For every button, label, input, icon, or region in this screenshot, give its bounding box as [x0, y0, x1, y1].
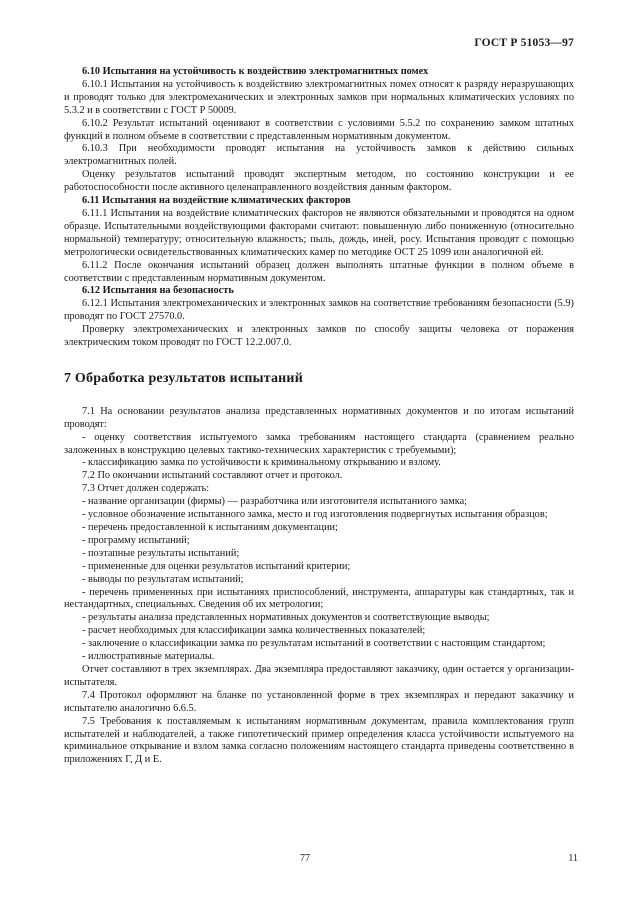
- list-item: - заключение о классификации замка по результатам испытаний в соответствии с настоящим стандартом;: [82, 638, 546, 650]
- list-item: - оценку соответствия испытуемого замка требованиям настоящего стандарта (сравнением реально заложенных в конструкцию целевых тактико-технических характеристик с требуемыми);: [64, 431, 574, 456]
- paragraph: 7.4 Протокол оформляют на бланке по установленной форме в трех экземплярах и передают заказчику и испытателю аналогично 6.6.5.: [64, 689, 574, 714]
- list-item: - условное обозначение испытанного замка, место и год изготовления подвергнутых испытания образцов;: [82, 509, 548, 521]
- list-item: - выводы по результатам испытаний;: [82, 573, 244, 585]
- paragraph: Проверку электромеханических и электронных замков по способу защиты человека от поражения электрическим током проводят по ГОСТ 12.2.007.0.: [64, 324, 574, 349]
- list-item: - название организации (фирмы) — разработчика или изготовителя испытаниого замка;: [82, 496, 468, 508]
- paragraph: 6.10.1 Испытания на устойчивость к воздействию электромагнитных помех относят к разряду неразрушающих и проводят только для электромеханических и электронных замков при нормальных климатических условиях по 5.3.2 и в соответствии с ГОСТ Р 50009.: [64, 78, 574, 116]
- paragraph: 7.1 На основании результатов анализа представленных нормативных документов и по итогам испытаний проводят:: [64, 405, 574, 430]
- paragraph: 6.10.2 Результат испытаний оценивают в соответствии с условиями 5.5.2 по сохранению замком штатных функций в полном объеме в соответствии с представленным нормативным документом.: [64, 117, 574, 142]
- paragraph: 7.2 По окончании испытаний составляют отчет и протокол.: [82, 470, 343, 482]
- subsection-title-6-11: 6.11 Испытания на воздействие климатических факторов: [82, 195, 351, 207]
- page-number-right: 11: [568, 853, 578, 864]
- list-item: - иллюстративные материалы.: [82, 651, 215, 663]
- page-number-center: 77: [300, 853, 310, 864]
- list-item: - результаты анализа представленных нормативных документов и соответствующие выводы;: [82, 612, 490, 624]
- page-body: [64, 66, 574, 767]
- paragraph: 6.11.2 После окончания испытаний образец должен выполнять штатные функции в полном объеме в соответствии с представленным нормативным документом.: [64, 259, 574, 284]
- paragraph: 6.12.1 Испытания электромеханических и электронных замков на соответствие требованиям безопасности (5.9) проводят по ГОСТ 27570.0.: [64, 298, 574, 323]
- section-heading-7: 7 Обработка результатов испытаний: [64, 370, 303, 386]
- paragraph: 6.10.3 При необходимости проводят испытания на устойчивость замков к действию сильных электромагнитных полей.: [64, 143, 574, 168]
- paragraph: 7.5 Требования к поставляемым к испытаниям нормативным документам, правила комплектования групп испытателей и наблюдателей, а также гипотетический пример определения класса устойчивости испытуемого на криминальное открывание и взлом замка согласно положениям настоящего стандарта приведены соответственно в приложениях Г, Д и Е.: [64, 715, 574, 766]
- list-item: - классификацию замка по устойчивости к криминальному открыванию и взлому.: [82, 457, 441, 469]
- list-item: - примененные для оценки результатов испытаний критерии;: [82, 560, 351, 572]
- standard-code-header: ГОСТ Р 51053—97: [474, 37, 574, 49]
- subsection-title-6-10: 6.10 Испытания на устойчивость к воздействию электромагнитных помех: [82, 66, 429, 77]
- paragraph: 7.3 Отчет должен содержать:: [82, 483, 210, 495]
- list-item: - перечень примененных при испытаниях приспособлений, инструмента, аппаратуры как стандартных, так и нестандартных, специальных. Сведения об их метрологии;: [64, 586, 574, 611]
- paragraph: 6.11.1 Испытания на воздействие климатических факторов не являются обязательными и проводятся на одном образце. Испытательными воздействующими факторами считают: повышенную либо пониженную (относительно нормальной) температуру; относительную влажность; пыль, дождь, иней, росу. Испытания проводят с помощью метрологически освидетельствованных климатических камер по методике ОСТ 25 1099 или аналогичной ей.: [64, 207, 574, 258]
- paragraph: Отчет составляют в трех экземплярах. Два экземпляра предоставляют заказчику, один остается у организации-испытателя.: [64, 663, 574, 688]
- list-item: - программу испытаний;: [82, 534, 190, 546]
- list-item: - перечень предоставленной к испытаниям документации;: [82, 522, 338, 533]
- paragraph: Оценку результатов испытаний проводят экспертным методом, по состоянию конструкции и ее работоспособности после активного целенаправленного воздействия данным фактором.: [64, 169, 574, 194]
- subsection-title-6-12: 6.12 Испытания на безопасность: [82, 285, 234, 297]
- list-item: - расчет необходимых для классификации замка количественных показателей;: [82, 625, 426, 637]
- list-item: - поэтапные результаты испытаний;: [82, 547, 240, 559]
